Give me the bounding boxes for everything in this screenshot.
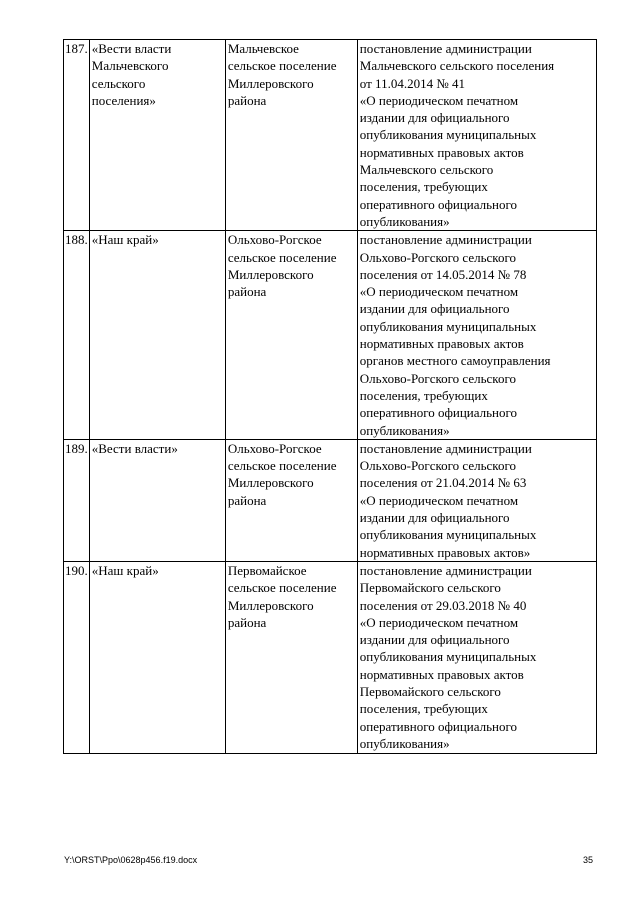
municipality-line: района <box>227 492 267 508</box>
registry-table-body <box>64 40 597 754</box>
legal-act-cell <box>357 231 596 440</box>
legal-act-line: нормативных правовых актов» <box>359 544 531 560</box>
row-number-cell <box>64 439 90 561</box>
legal-act-line: нормативных правовых актов <box>359 144 524 160</box>
row-number: 188. <box>65 232 88 248</box>
row-number: 189. <box>65 440 88 456</box>
publication-name-line: сельского <box>91 75 146 91</box>
legal-act-cell <box>357 561 596 753</box>
legal-act-line: от 11.04.2014 № 41 <box>359 75 465 91</box>
legal-act-line: постановление администрации <box>359 232 532 248</box>
legal-act-line: «О периодическом печатном <box>359 492 519 508</box>
legal-act-line: Ольхово-Рогского сельского <box>359 458 516 474</box>
legal-act-line: поселения от 14.05.2014 № 78 <box>359 266 527 282</box>
municipality-line: сельское поселение <box>227 458 337 474</box>
row-number-cell <box>64 561 90 753</box>
legal-act-line: поселения от 29.03.2018 № 40 <box>359 597 527 613</box>
publication-name-line: «Наш край» <box>91 232 159 248</box>
municipality-line: Первомайское <box>227 562 307 578</box>
municipality-line: Миллеровского <box>227 75 314 91</box>
table-row <box>64 231 597 440</box>
legal-act-line: опубликования муниципальных <box>359 649 537 665</box>
legal-act-line: Мальчевского сельского поселения <box>359 58 555 74</box>
legal-act-line: поселения, требующих <box>359 701 488 717</box>
legal-act-line: опубликования муниципальных <box>359 527 537 543</box>
legal-act-cell <box>357 40 596 231</box>
publication-name-cell <box>89 439 225 561</box>
legal-act-line: поселения, требующих <box>359 179 488 195</box>
legal-act-line: «О периодическом печатном <box>359 614 519 630</box>
legal-act-line: оперативного официального <box>359 405 518 421</box>
municipality-cell <box>225 231 357 440</box>
legal-act-line: опубликования» <box>359 213 450 229</box>
legal-act-line: «О периодическом печатном <box>359 284 519 300</box>
legal-act-line: «О периодическом печатном <box>359 92 519 108</box>
publication-name-cell <box>89 231 225 440</box>
legal-act-line: издании для официального <box>359 632 510 648</box>
legal-act-line: органов местного самоуправления <box>359 353 551 369</box>
registry-table <box>63 39 597 754</box>
municipality-line: Мальчевское <box>227 41 299 56</box>
legal-act-line: Первомайского сельского <box>359 580 501 596</box>
municipality-line: сельское поселение <box>227 249 337 265</box>
municipality-line: Миллеровского <box>227 597 314 613</box>
municipality-line: Миллеровского <box>227 475 314 491</box>
legal-act-line: постановление администрации <box>359 562 532 578</box>
municipality-line: района <box>227 614 267 630</box>
legal-act-line: издании для официального <box>359 510 510 526</box>
legal-act-line: постановление администрации <box>359 440 532 456</box>
legal-act-line: Ольхово-Рогского сельского <box>359 249 516 265</box>
footer-file-path: Y:\ORST\Ppo\0628p456.f19.docx <box>64 855 198 865</box>
legal-act-line: поселения, требующих <box>359 387 488 403</box>
legal-act-line: опубликования муниципальных <box>359 127 537 143</box>
publication-name-line: «Вести власти» <box>91 440 178 456</box>
publication-name-cell <box>89 40 225 231</box>
legal-act-line: постановление администрации <box>359 41 532 56</box>
publication-name-cell <box>89 561 225 753</box>
legal-act-line: опубликования» <box>359 735 450 751</box>
legal-act-line: нормативных правовых актов <box>359 666 524 682</box>
municipality-line: Ольхово-Рогское <box>227 232 322 248</box>
municipality-line: Миллеровского <box>227 266 314 282</box>
legal-act-line: Мальчевского сельского <box>359 162 494 178</box>
legal-act-line: оперативного официального <box>359 718 518 734</box>
table-row <box>64 561 597 753</box>
table-row <box>64 40 597 231</box>
footer-page-number: 35 <box>582 855 593 865</box>
municipality-line: района <box>227 284 267 300</box>
legal-act-line: издании для официального <box>359 301 510 317</box>
municipality-line: района <box>227 92 267 108</box>
row-number: 190. <box>65 562 88 578</box>
row-number-cell <box>64 231 90 440</box>
publication-name-line: «Наш край» <box>91 562 159 578</box>
municipality-cell <box>225 439 357 561</box>
row-number-cell <box>64 40 90 231</box>
row-number: 187. <box>65 41 88 56</box>
municipality-cell <box>225 561 357 753</box>
municipality-cell <box>225 40 357 231</box>
legal-act-line: поселения от 21.04.2014 № 63 <box>359 475 527 491</box>
table-row <box>64 439 597 561</box>
legal-act-line: издании для официального <box>359 110 510 126</box>
legal-act-cell <box>357 439 596 561</box>
legal-act-line: оперативного официального <box>359 196 518 212</box>
municipality-line: Ольхово-Рогское <box>227 440 322 456</box>
legal-act-line: Ольхово-Рогского сельского <box>359 370 516 386</box>
publication-name-line: поселения» <box>91 92 156 108</box>
legal-act-line: опубликования муниципальных <box>359 318 537 334</box>
municipality-line: сельское поселение <box>227 58 337 74</box>
publication-name-line: «Вести власти <box>91 41 172 56</box>
publication-name-line: Мальчевского <box>91 58 169 74</box>
municipality-line: сельское поселение <box>227 580 337 596</box>
legal-act-line: нормативных правовых актов <box>359 336 524 352</box>
legal-act-line: Первомайского сельского <box>359 683 501 699</box>
legal-act-line: опубликования» <box>359 422 450 438</box>
